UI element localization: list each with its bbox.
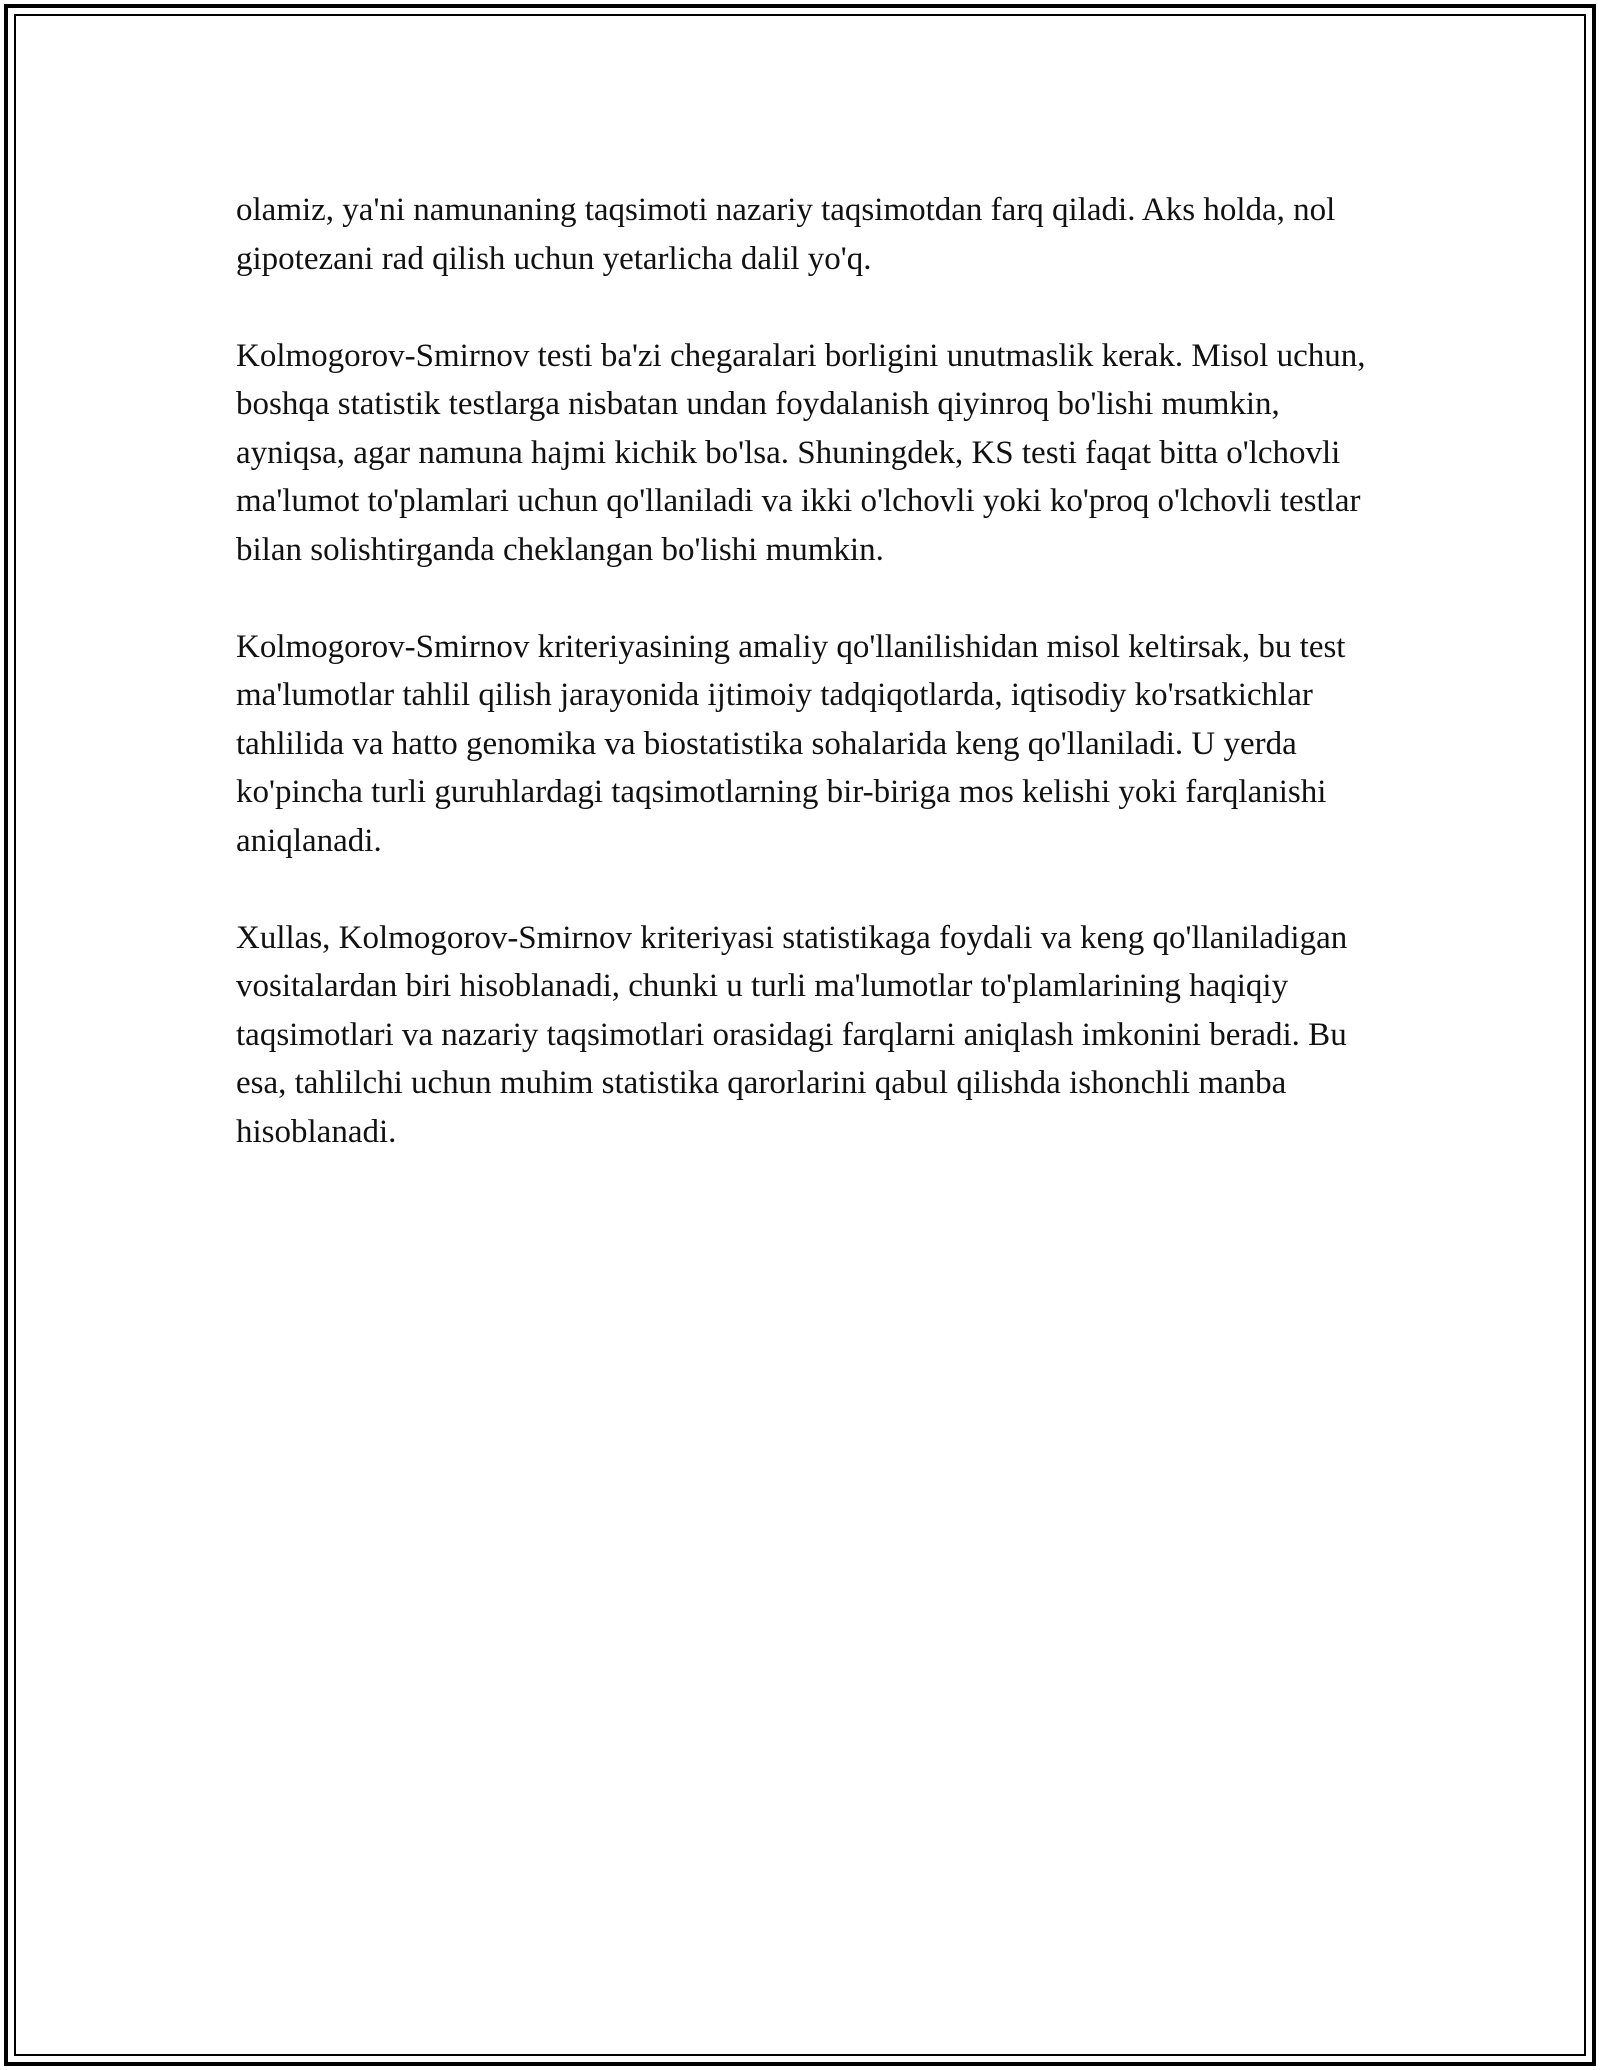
paragraph-4: Xullas, Kolmogorov-Smirnov kriteriyasi statistikaga foydali va keng qo'llaniladigan vositalardan biri hisoblanadi, chunki u turli ma'lumotlar to'plamlarining haqiqiy taqsimotlari va nazariy taqsimotlari orasidagi farqlarni aniqlash imkonini beradi. Bu esa, tahlilchi uchun muhim statistika qarorlarini qabul qilishda ishonchli manba hisoblanadi. (236, 919, 1348, 1150)
document-body (236, 186, 1376, 1205)
paragraph-2: Kolmogorov-Smirnov testi ba'zi chegaralari borligini unutmaslik kerak. Misol uchun, boshqa statistik testlarga nisbatan undan foydalanish qiyinroq bo'lishi mumkin, ayniqsa, agar namuna hajmi kichik bo'lsa. Shuningdek, KS testi faqat bitta o'lchovli ma'lumot to'plamlari uchun qo'llaniladi va ikki o'lchovli yoki ko'proq o'lchovli testlar bilan solishtirganda cheklangan bo'lishi mumkin. (236, 337, 1366, 568)
paragraph-1: olamiz, ya'ni namunaning taqsimoti nazariy taqsimotdan farq qiladi. Aks holda, nol gipotezani rad qilish uchun yetarlicha dalil yo'q. (236, 192, 1336, 277)
paragraph-3: Kolmogorov-Smirnov kriteriyasining amaliy qo'llanilishidan misol keltirsak, bu test ma'lumotlar tahlil qilish jarayonida ijtimoiy tadqiqotlarda, iqtisodiy ko'rsatkichlar tahlilida va hatto genomika va biostatistika sohalarida keng qo'llaniladi. U yerda ko'pincha turli guruhlardagi taqsimotlarning bir-biriga mos kelishi yoki farqlanishi aniqlanadi. (236, 628, 1346, 859)
